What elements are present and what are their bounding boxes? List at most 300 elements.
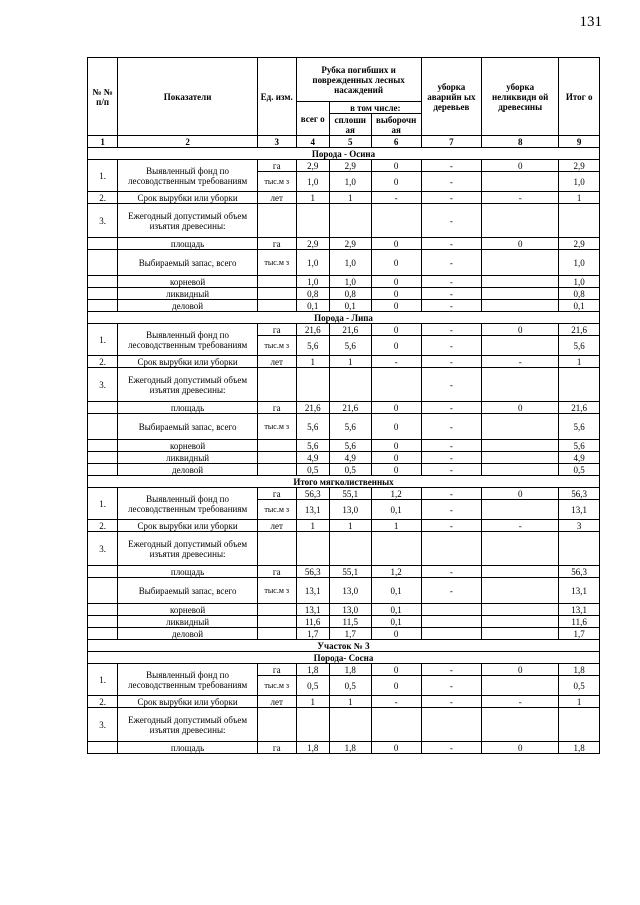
- cell-damaged: -: [421, 520, 481, 532]
- cell-illiquid: [482, 566, 559, 578]
- header-selective: выборочн ая: [371, 114, 421, 136]
- row-number: 3.: [88, 708, 118, 742]
- table-row: [88, 566, 600, 578]
- cell-selective: 0: [371, 250, 421, 276]
- cell-total: 56,3: [296, 566, 329, 578]
- cell-selective: 0: [371, 172, 421, 192]
- section-title: Участок № 3: [88, 640, 600, 652]
- row-label: корневой: [118, 604, 258, 616]
- table-row: [88, 250, 600, 276]
- cell-solid: 5,6: [329, 414, 371, 440]
- cell-unit: [257, 204, 296, 238]
- cell-sum: 2,9: [559, 238, 600, 250]
- cell-solid: 1,8: [329, 742, 371, 754]
- row-number: 3.: [88, 368, 118, 402]
- header-indicator: Показатели: [118, 58, 258, 136]
- cell-total: 5,6: [296, 414, 329, 440]
- table-row: [88, 604, 600, 616]
- cell-unit: [257, 464, 296, 476]
- cell-sum: 1,0: [559, 250, 600, 276]
- cell-illiquid: 0: [482, 238, 559, 250]
- cell-illiquid: 0: [482, 402, 559, 414]
- col-number: 5: [329, 136, 371, 148]
- section-title: Порода- Сосна: [88, 652, 600, 664]
- row-number: 1.: [88, 488, 118, 520]
- cell-illiquid: 0: [482, 160, 559, 172]
- cell-unit: [257, 452, 296, 464]
- cell-unit: га: [257, 742, 296, 754]
- row-label: Ежегодный допустимый объем изъятия древесины:: [118, 532, 258, 566]
- row-number: 1.: [88, 324, 118, 356]
- cell-total: 0,8: [296, 288, 329, 300]
- cell-unit: га: [257, 488, 296, 500]
- row-number: [88, 288, 118, 300]
- cell-illiquid: 0: [482, 488, 559, 500]
- cell-selective: 0,1: [371, 578, 421, 604]
- cell-selective: 0: [371, 676, 421, 696]
- row-number: [88, 250, 118, 276]
- cell-illiquid: [482, 414, 559, 440]
- table-row: [88, 664, 600, 676]
- page-number: 131: [579, 14, 602, 30]
- section-title: Порода - Осина: [88, 148, 600, 160]
- cell-solid: 0,8: [329, 288, 371, 300]
- table-row: [88, 464, 600, 476]
- table-row: [88, 628, 600, 640]
- cell-unit: га: [257, 238, 296, 250]
- cell-damaged: -: [421, 276, 481, 288]
- header-total: всег о: [296, 102, 329, 136]
- cell-illiquid: [482, 578, 559, 604]
- cell-total: 4,9: [296, 452, 329, 464]
- cell-selective: [371, 532, 421, 566]
- cell-solid: 2,9: [329, 160, 371, 172]
- cell-sum: 2,9: [559, 160, 600, 172]
- cell-damaged: -: [421, 160, 481, 172]
- cell-sum: 0,5: [559, 464, 600, 476]
- cell-selective: 0: [371, 414, 421, 440]
- row-number: [88, 452, 118, 464]
- cell-sum: 13,1: [559, 500, 600, 520]
- table-row: [88, 160, 600, 172]
- row-number: 2.: [88, 356, 118, 368]
- cell-sum: 4,9: [559, 452, 600, 464]
- row-label: Ежегодный допустимый объем изъятия древесины:: [118, 204, 258, 238]
- cell-selective: 0: [371, 160, 421, 172]
- cell-damaged: -: [421, 300, 481, 312]
- cell-total: 1,0: [296, 276, 329, 288]
- cell-total: 1: [296, 356, 329, 368]
- cell-damaged: [421, 532, 481, 566]
- cell-sum: 1,0: [559, 276, 600, 288]
- header-incl: в том числе:: [329, 102, 421, 114]
- cell-unit: [257, 276, 296, 288]
- cell-sum: 5,6: [559, 440, 600, 452]
- cell-unit: [257, 616, 296, 628]
- table-row: [88, 452, 600, 464]
- table-row: [88, 488, 600, 500]
- cell-solid: 5,6: [329, 440, 371, 452]
- cell-unit: га: [257, 664, 296, 676]
- cell-unit: [257, 532, 296, 566]
- cell-selective: 0: [371, 300, 421, 312]
- cell-illiquid: [482, 288, 559, 300]
- cell-illiquid: [482, 172, 559, 192]
- cell-damaged: -: [421, 356, 481, 368]
- cell-sum: 1,0: [559, 172, 600, 192]
- row-number: [88, 616, 118, 628]
- cell-selective: [371, 368, 421, 402]
- column-numbers-row: [88, 136, 600, 148]
- col-number: 7: [421, 136, 481, 148]
- row-label: Выбираемый запас, всего: [118, 578, 258, 604]
- cell-illiquid: [482, 604, 559, 616]
- cell-solid: 21,6: [329, 402, 371, 414]
- row-label: деловой: [118, 300, 258, 312]
- cell-illiquid: [482, 368, 559, 402]
- cell-solid: 13,0: [329, 578, 371, 604]
- cell-unit: га: [257, 324, 296, 336]
- cell-total: 1,0: [296, 250, 329, 276]
- row-number: 2.: [88, 520, 118, 532]
- cell-sum: 1: [559, 192, 600, 204]
- cell-illiquid: -: [482, 696, 559, 708]
- row-number: [88, 440, 118, 452]
- table-row: [88, 616, 600, 628]
- cell-total: 1: [296, 696, 329, 708]
- cell-damaged: -: [421, 488, 481, 500]
- row-number: 1.: [88, 664, 118, 696]
- cell-damaged: -: [421, 192, 481, 204]
- row-label: Выбираемый запас, всего: [118, 414, 258, 440]
- row-label: Выявленный фонд по лесоводственным требованиям: [118, 488, 258, 520]
- cell-unit: тыс.м з: [257, 172, 296, 192]
- row-number: [88, 464, 118, 476]
- cell-selective: [371, 204, 421, 238]
- cell-illiquid: 0: [482, 664, 559, 676]
- cell-solid: [329, 708, 371, 742]
- cell-damaged: -: [421, 204, 481, 238]
- row-label: корневой: [118, 440, 258, 452]
- cell-damaged: -: [421, 440, 481, 452]
- cell-selective: -: [371, 356, 421, 368]
- table-row: [88, 238, 600, 250]
- row-number: 2.: [88, 696, 118, 708]
- cell-unit: тыс.м з: [257, 336, 296, 356]
- cell-selective: 0: [371, 464, 421, 476]
- cell-solid: 13,0: [329, 500, 371, 520]
- cell-selective: 0: [371, 440, 421, 452]
- cell-damaged: [421, 616, 481, 628]
- cell-unit: тыс.м з: [257, 578, 296, 604]
- cell-illiquid: [482, 204, 559, 238]
- cell-solid: 1: [329, 356, 371, 368]
- cell-solid: 1: [329, 192, 371, 204]
- table-row: [88, 696, 600, 708]
- cell-damaged: -: [421, 452, 481, 464]
- cell-solid: 1: [329, 696, 371, 708]
- row-label: ликвидный: [118, 452, 258, 464]
- cell-unit: га: [257, 160, 296, 172]
- row-label: Срок вырубки или уборки: [118, 696, 258, 708]
- section-title: Итого мягколиственных: [88, 476, 600, 488]
- cell-total: 21,6: [296, 402, 329, 414]
- row-number: [88, 414, 118, 440]
- col-number: 8: [482, 136, 559, 148]
- cell-illiquid: [482, 616, 559, 628]
- cell-solid: 1,0: [329, 276, 371, 288]
- row-number: [88, 276, 118, 288]
- section-header-row: [88, 640, 600, 652]
- cell-illiquid: [482, 500, 559, 520]
- table-row: [88, 368, 600, 402]
- header-illiquid: уборка неликвидн ой древесины: [482, 58, 559, 136]
- cell-damaged: [421, 604, 481, 616]
- cell-illiquid: [482, 452, 559, 464]
- cell-total: 0,1: [296, 300, 329, 312]
- col-number: 4: [296, 136, 329, 148]
- row-label: площадь: [118, 238, 258, 250]
- cell-total: 0,5: [296, 676, 329, 696]
- cell-damaged: -: [421, 578, 481, 604]
- cell-unit: лет: [257, 520, 296, 532]
- cell-selective: 1,2: [371, 488, 421, 500]
- row-number: 3.: [88, 532, 118, 566]
- cell-total: 0,5: [296, 464, 329, 476]
- table-row: [88, 708, 600, 742]
- row-number: [88, 566, 118, 578]
- cell-selective: 0: [371, 288, 421, 300]
- row-label: Срок вырубки или уборки: [118, 520, 258, 532]
- row-label: деловой: [118, 464, 258, 476]
- cell-selective: 1,2: [371, 566, 421, 578]
- cell-solid: 1,8: [329, 664, 371, 676]
- table-row: [88, 440, 600, 452]
- cell-unit: [257, 300, 296, 312]
- row-label: Срок вырубки или уборки: [118, 356, 258, 368]
- cell-total: [296, 204, 329, 238]
- row-label: деловой: [118, 628, 258, 640]
- table-row: [88, 520, 600, 532]
- cell-solid: 0,5: [329, 676, 371, 696]
- table-header: [88, 58, 600, 148]
- cell-solid: 55,1: [329, 488, 371, 500]
- table-row: [88, 276, 600, 288]
- cell-damaged: -: [421, 238, 481, 250]
- cell-unit: га: [257, 402, 296, 414]
- cell-solid: 21,6: [329, 324, 371, 336]
- table-row: [88, 204, 600, 238]
- row-number: 1.: [88, 160, 118, 192]
- section-title: Порода - Липа: [88, 312, 600, 324]
- cell-unit: [257, 604, 296, 616]
- cell-solid: 11,5: [329, 616, 371, 628]
- cell-total: 1,7: [296, 628, 329, 640]
- cell-sum: 3: [559, 520, 600, 532]
- row-label: ликвидный: [118, 288, 258, 300]
- cell-selective: 0: [371, 452, 421, 464]
- cell-selective: -: [371, 696, 421, 708]
- cell-sum: [559, 708, 600, 742]
- cell-damaged: -: [421, 324, 481, 336]
- cell-illiquid: [482, 532, 559, 566]
- cell-damaged: -: [421, 414, 481, 440]
- cell-selective: 0: [371, 402, 421, 414]
- cell-sum: 5,6: [559, 414, 600, 440]
- cell-damaged: -: [421, 336, 481, 356]
- cell-illiquid: [482, 440, 559, 452]
- header-damaged: уборка аварийн ых деревьев: [421, 58, 481, 136]
- cell-illiquid: [482, 628, 559, 640]
- cell-selective: 0: [371, 276, 421, 288]
- cell-unit: [257, 440, 296, 452]
- cell-illiquid: 0: [482, 742, 559, 754]
- cell-total: 1,0: [296, 172, 329, 192]
- row-label: корневой: [118, 276, 258, 288]
- cell-unit: [257, 288, 296, 300]
- cell-sum: 13,1: [559, 604, 600, 616]
- cell-solid: 13,0: [329, 604, 371, 616]
- col-number: 1: [88, 136, 118, 148]
- cell-unit: тыс.м з: [257, 500, 296, 520]
- cell-selective: 0: [371, 238, 421, 250]
- row-label: Ежегодный допустимый объем изъятия древесины:: [118, 708, 258, 742]
- cell-damaged: -: [421, 368, 481, 402]
- cell-unit: тыс.м з: [257, 676, 296, 696]
- cell-illiquid: -: [482, 520, 559, 532]
- row-number: [88, 578, 118, 604]
- cell-damaged: -: [421, 500, 481, 520]
- header-unit: Ед. изм.: [257, 58, 296, 136]
- cell-damaged: -: [421, 250, 481, 276]
- cell-sum: [559, 532, 600, 566]
- cell-damaged: -: [421, 664, 481, 676]
- cell-unit: га: [257, 566, 296, 578]
- cell-illiquid: [482, 250, 559, 276]
- row-label: Выявленный фонд по лесоводственным требованиям: [118, 324, 258, 356]
- cell-selective: [371, 708, 421, 742]
- col-number: 3: [257, 136, 296, 148]
- cell-unit: лет: [257, 696, 296, 708]
- table-body: [88, 148, 600, 754]
- cell-illiquid: -: [482, 192, 559, 204]
- cell-illiquid: [482, 276, 559, 288]
- table-row: [88, 324, 600, 336]
- row-number: [88, 238, 118, 250]
- cell-damaged: -: [421, 676, 481, 696]
- row-label: Ежегодный допустимый объем изъятия древесины:: [118, 368, 258, 402]
- cell-total: 13,1: [296, 500, 329, 520]
- col-number: 9: [559, 136, 600, 148]
- cell-unit: лет: [257, 192, 296, 204]
- row-number: 3.: [88, 204, 118, 238]
- header-solid: сплоши ая: [329, 114, 371, 136]
- cell-solid: 0,5: [329, 464, 371, 476]
- col-number: 6: [371, 136, 421, 148]
- row-number: 2.: [88, 192, 118, 204]
- cell-damaged: -: [421, 172, 481, 192]
- cell-sum: 0,5: [559, 676, 600, 696]
- cell-solid: 0,1: [329, 300, 371, 312]
- cell-illiquid: [482, 300, 559, 312]
- cell-selective: 0,1: [371, 604, 421, 616]
- cell-sum: 21,6: [559, 324, 600, 336]
- cell-solid: [329, 368, 371, 402]
- cell-total: 2,9: [296, 160, 329, 172]
- table-row: [88, 288, 600, 300]
- cell-selective: 0: [371, 628, 421, 640]
- cell-sum: 1,8: [559, 664, 600, 676]
- row-label: ликвидный: [118, 616, 258, 628]
- cell-solid: 1: [329, 520, 371, 532]
- section-header-row: [88, 652, 600, 664]
- cell-solid: 55,1: [329, 566, 371, 578]
- cell-damaged: -: [421, 402, 481, 414]
- cell-solid: 1,0: [329, 172, 371, 192]
- cell-solid: 4,9: [329, 452, 371, 464]
- cell-sum: 0,8: [559, 288, 600, 300]
- cell-selective: 1: [371, 520, 421, 532]
- table-row: [88, 532, 600, 566]
- cell-illiquid: -: [482, 356, 559, 368]
- cell-total: 21,6: [296, 324, 329, 336]
- table-row: [88, 742, 600, 754]
- cell-unit: тыс.м з: [257, 250, 296, 276]
- cell-total: 5,6: [296, 336, 329, 356]
- cell-damaged: -: [421, 742, 481, 754]
- table-row: [88, 300, 600, 312]
- table-row: [88, 414, 600, 440]
- cell-unit: [257, 628, 296, 640]
- cell-total: 1: [296, 520, 329, 532]
- cell-sum: 11,6: [559, 616, 600, 628]
- cell-illiquid: [482, 336, 559, 356]
- cell-total: 1,8: [296, 664, 329, 676]
- section-header-row: [88, 312, 600, 324]
- header-num: № № п/п: [88, 58, 118, 136]
- cell-selective: 0: [371, 336, 421, 356]
- cell-sum: 0,1: [559, 300, 600, 312]
- row-number: [88, 628, 118, 640]
- cell-solid: 5,6: [329, 336, 371, 356]
- cell-total: 1,8: [296, 742, 329, 754]
- cell-selective: 0,1: [371, 616, 421, 628]
- cell-unit: лет: [257, 356, 296, 368]
- cell-damaged: [421, 628, 481, 640]
- cell-damaged: [421, 708, 481, 742]
- cell-total: 1: [296, 192, 329, 204]
- cell-damaged: -: [421, 464, 481, 476]
- row-label: площадь: [118, 402, 258, 414]
- header-group: Рубка погибших и поврежденных лесных насаждений: [296, 58, 421, 102]
- cell-damaged: -: [421, 696, 481, 708]
- row-number: [88, 742, 118, 754]
- section-header-row: [88, 148, 600, 160]
- cell-selective: 0: [371, 742, 421, 754]
- logging-table: [87, 57, 600, 754]
- row-label: площадь: [118, 742, 258, 754]
- cell-selective: 0: [371, 664, 421, 676]
- cell-selective: -: [371, 192, 421, 204]
- row-number: [88, 300, 118, 312]
- cell-illiquid: [482, 464, 559, 476]
- row-label: Выявленный фонд по лесоводственным требованиям: [118, 160, 258, 192]
- cell-total: [296, 708, 329, 742]
- table-row: [88, 192, 600, 204]
- cell-sum: 1,8: [559, 742, 600, 754]
- cell-total: 13,1: [296, 604, 329, 616]
- cell-sum: 5,6: [559, 336, 600, 356]
